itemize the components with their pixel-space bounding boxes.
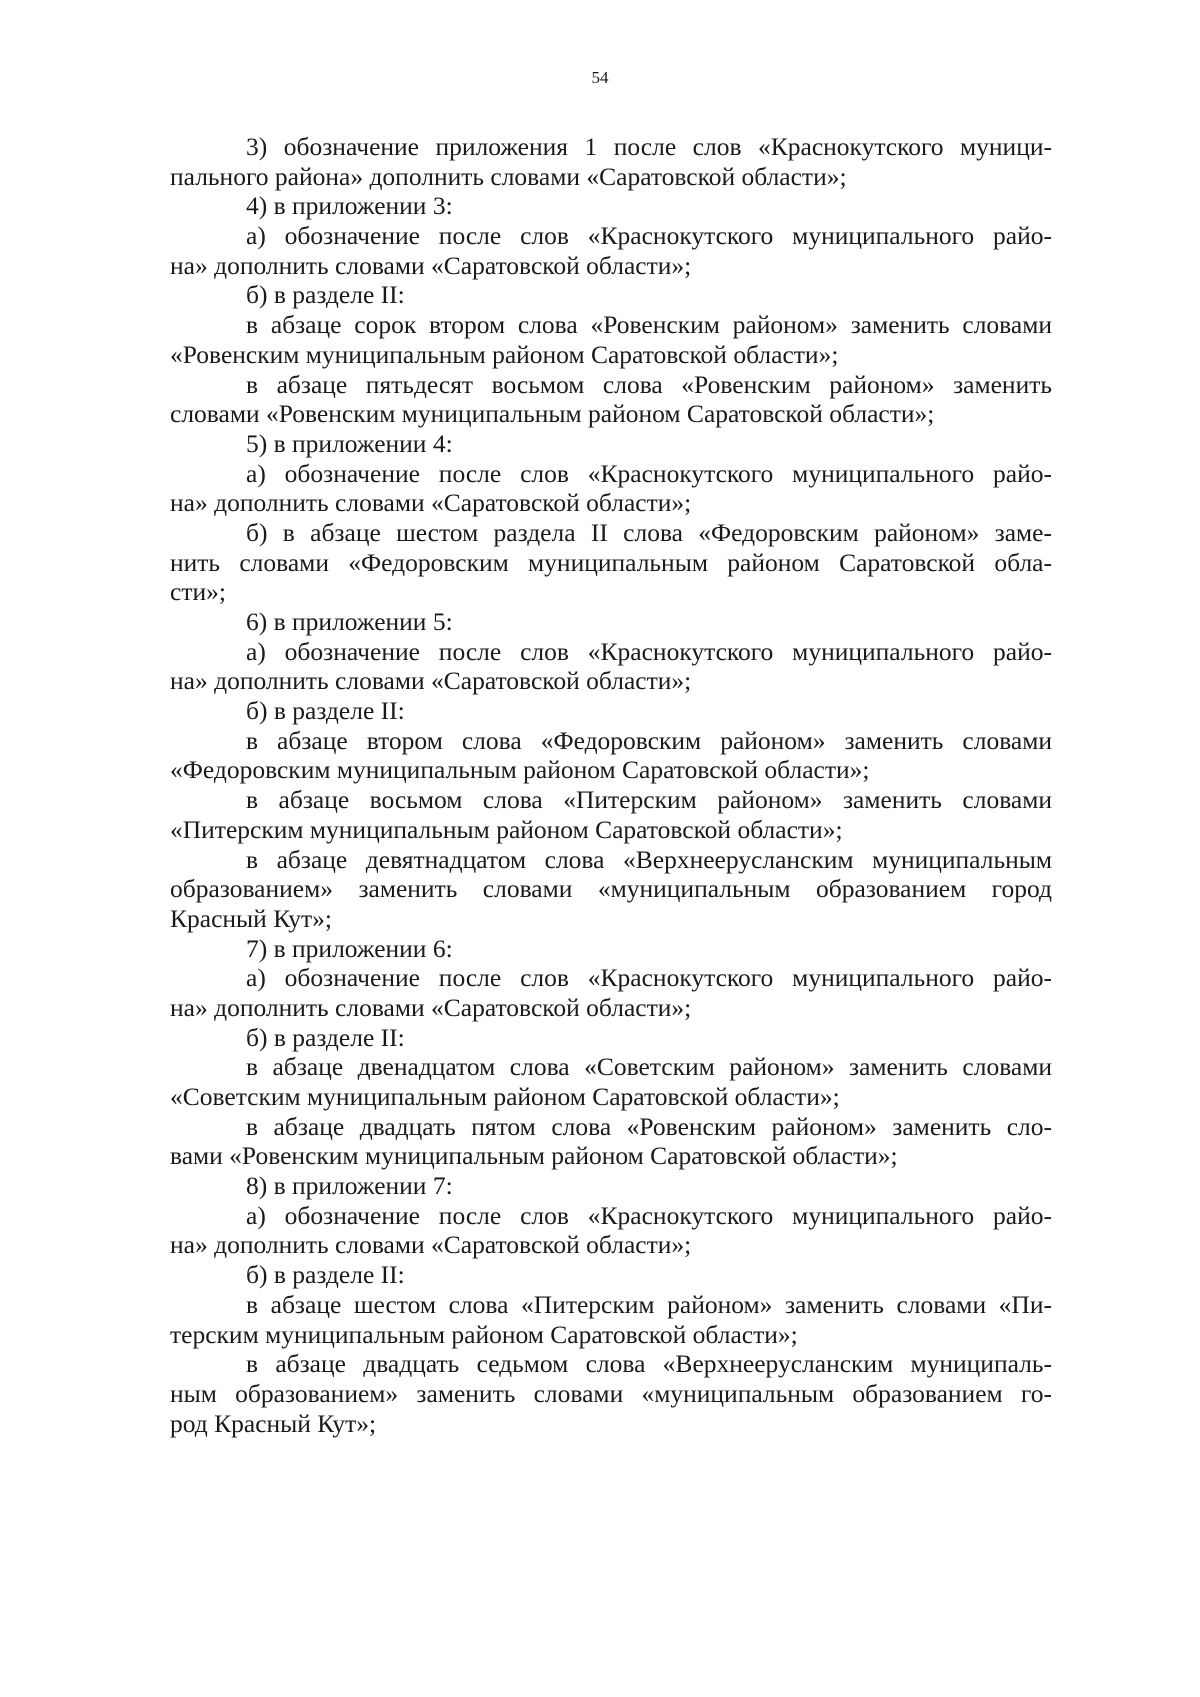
text-line: на» дополнить словами «Саратовской области»; [170,992,692,1022]
text-line: 8) в приложении 7: [246,1171,453,1201]
text-line: ным образованием» заменить словами «муниципальным образованием го- [170,1378,1052,1408]
text-line: на» дополнить словами «Саратовской области»; [170,250,692,280]
page-number: 54 [591,68,609,87]
text-line: «Питерским муниципальным районом Саратовской области»; [170,814,843,844]
text-line: в абзаце пятьдесят восьмом слова «Ровенским районом» заменить [246,369,1052,399]
text-line: на» дополнить словами «Саратовской области»; [170,1230,692,1260]
text-line: «Советским муниципальным районом Саратовской области»; [170,1082,840,1111]
text-line: терским муниципальным районом Саратовской области»; [170,1319,798,1349]
text-line: в абзаце двадцать седьмом слова «Верхнеерусланским муниципаль- [246,1349,1052,1379]
text-line: 6) в приложении 5: [246,607,453,636]
text-line: б) в разделе II: [246,696,405,726]
text-line: б) в абзаце шестом раздела II слова «Федоровским районом» заме- [246,517,1052,547]
text-line: нить словами «Федоровским муниципальным районом Саратовской обла- [170,547,1052,577]
text-line: б) в разделе II: [246,1022,405,1052]
text-line: пального района» дополнить словами «Саратовской области»; [170,161,847,191]
text-line: род Красный Кут»; [170,1408,377,1438]
text-line: «Федоровским муниципальным районом Саратовской области»; [170,755,870,785]
text-line: б) в разделе II: [246,280,405,310]
text-line: 4) в приложении 3: [246,191,453,221]
text-line: в абзаце шестом слова «Питерским районом» заменить словами «Пи- [246,1289,1052,1319]
text-line: б) в разделе II: [246,1260,405,1290]
text-line: в абзаце сорок втором слова «Ровенским районом» заменить словами [246,310,1052,340]
text-line: в абзаце двадцать пятом слова «Ровенским районом» заменить сло- [246,1111,1052,1141]
text-line: в абзаце втором слова «Федоровским районом» заменить словами [246,725,1052,755]
text-line: в абзаце девятнадцатом слова «Верхнеерусланским муниципальным [246,844,1052,874]
text-line: а) обозначение после слов «Краснокутского муниципального райо- [246,458,1052,488]
text-line: в абзаце двенадцатом слова «Советским районом» заменить словами [246,1052,1052,1082]
text-line: Красный Кут»; [170,903,333,933]
text-line: а) обозначение после слов «Краснокутского муниципального райо- [246,636,1052,666]
text-line: 7) в приложении 6: [246,933,453,963]
text-line: образованием» заменить словами «муниципальным образованием город [170,874,1052,904]
text-line: в абзаце восьмом слова «Питерским районом» заменить словами [246,785,1052,815]
text-line: на» дополнить словами «Саратовской области»; [170,488,692,518]
text-line: а) обозначение после слов «Краснокутского муниципального райо- [246,1200,1052,1230]
text-line: а) обозначение после слов «Краснокутского муниципального райо- [246,221,1052,251]
text-line: а) обозначение после слов «Краснокутского муниципального райо- [246,963,1052,993]
text-line: вами «Ровенским муниципальным районом Саратовской области»; [170,1141,898,1171]
document-body [170,132,1052,1438]
text-line: «Ровенским муниципальным районом Саратовской области»; [170,339,839,369]
text-line: 5) в приложении 4: [246,428,453,458]
text-line: 3) обозначение приложения 1 после слов «Краснокутского муници- [246,132,1052,161]
text-line: на» дополнить словами «Саратовской области»; [170,666,692,696]
text-line: словами «Ровенским муниципальным районом Саратовской области»; [170,399,935,429]
text-line: сти»; [170,577,226,607]
